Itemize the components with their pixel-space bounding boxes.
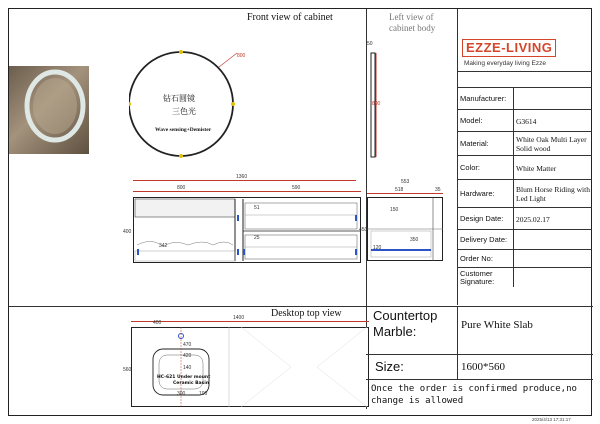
basin-label-1: HC-621 Under mount [157, 375, 211, 380]
spec-row [458, 155, 592, 179]
side-c-dim: 150 [390, 207, 399, 213]
mirror-text-3: Wave sensing+Demister [155, 127, 212, 133]
mirror-text-2: 三色光 [172, 107, 196, 116]
countertop-col-divider [457, 306, 458, 379]
front-left-dim: 800 [177, 185, 186, 191]
side-a-dim: 350 [410, 237, 419, 243]
spec-value: G3614 [516, 116, 537, 126]
countertop-value: Pure White Slab [461, 319, 533, 331]
brand-block [458, 31, 592, 72]
front-a-dim: 51 [254, 205, 260, 211]
spec-col-divider [513, 208, 514, 229]
side-dim-line [367, 193, 443, 194]
side-cabinet-drawing [367, 197, 443, 261]
spec-label: Order No: [460, 254, 493, 263]
side-view-title: Left view of cabinet body [389, 12, 436, 33]
spec-value [516, 89, 590, 109]
top-d-dim: 300 [177, 391, 186, 397]
spec-value: Blum Horse Riding with Led Light [516, 185, 590, 203]
spec-label: Material: [460, 139, 489, 148]
countertop-label: Countertop Marble: [373, 308, 438, 339]
product-photo [9, 66, 89, 154]
side-total-dim: 553 [401, 179, 410, 185]
brand-name: EZZE-LIVING [466, 40, 553, 55]
size-divider [366, 354, 593, 355]
spec-value: White Matter [516, 163, 557, 173]
mirror-side-h-dim: 800 [372, 101, 381, 107]
top-e-dim: 100 [199, 391, 208, 397]
spec-value [516, 251, 590, 267]
spec-col-divider [513, 250, 514, 267]
spec-row [458, 249, 592, 267]
top-view-drawing [131, 327, 369, 407]
spec-label: Delivery Date: [460, 235, 508, 244]
top-width-dim-line [131, 321, 369, 322]
mirror-side-top-dim: 50 [367, 41, 373, 47]
front-split-dim-line [133, 191, 361, 192]
mirror-dia: 800 [237, 53, 246, 59]
size-label: Size: [375, 359, 404, 374]
spec-col-divider [513, 88, 514, 109]
spec-label: Hardware: [460, 189, 495, 198]
top-b-dim: 420 [183, 353, 192, 359]
spec-col-divider [513, 180, 514, 207]
brand-tagline: Making everyday living Ezze [464, 60, 547, 67]
spec-row [458, 207, 592, 229]
note-divider [366, 379, 593, 380]
basin-label [157, 375, 210, 387]
photo-mirror-ring [9, 66, 89, 154]
front-view-title: Front view of cabinet [247, 12, 333, 23]
top-a-dim: 470 [183, 342, 192, 348]
size-value: 1600*560 [461, 361, 505, 373]
spec-col-divider [513, 230, 514, 249]
front-inner-dim: 342 [159, 243, 168, 249]
spec-row [458, 229, 592, 249]
spec-label: Color: [460, 163, 481, 172]
mirror-text-1: 钻石圆镜 [163, 94, 195, 103]
basin-label-2: Ceramic Basin [173, 381, 209, 386]
spec-label: Customer Signature: [460, 269, 495, 286]
spec-label: Manufacturer: [460, 94, 507, 103]
timestamp: 2025/4/13 17:31:17 [532, 417, 571, 422]
front-total-dim: 1360 [236, 174, 248, 180]
order-note: Once the order is confirmed produce,no change is allowed [371, 384, 577, 406]
spec-value: 2025.02.17 [516, 214, 550, 224]
front-cabinet-drawing [133, 197, 361, 263]
spec-col-divider [513, 132, 514, 155]
sheet-divider-h [9, 306, 593, 307]
spec-value [516, 231, 590, 249]
top-c-dim: 140 [183, 365, 192, 371]
spec-col-divider [513, 110, 514, 131]
front-b-dim: 25 [254, 235, 260, 241]
spec-label: Model: [460, 116, 483, 125]
drawing-sheet [8, 8, 592, 416]
spec-row [458, 179, 592, 207]
side-inner-dim: 518 [395, 187, 404, 193]
top-view-title: Desktop top view [271, 308, 342, 319]
spec-label: Design Date: [460, 214, 504, 223]
spec-value [516, 269, 590, 287]
spec-col-divider [513, 268, 514, 287]
spec-row [458, 109, 592, 131]
front-right-dim: 590 [292, 185, 301, 191]
spec-row [458, 267, 592, 287]
brand-logo [462, 39, 556, 57]
side-h-dim: 450 [359, 227, 368, 233]
mirror-drawing [129, 49, 249, 159]
front-h-dim: 400 [123, 229, 132, 235]
spec-value: White Oak Multi Layer Solid wood [516, 135, 587, 153]
front-total-dim-line [133, 180, 356, 181]
side-lip-dim: 35 [435, 187, 441, 193]
top-h-dim: 560 [123, 367, 132, 373]
top-left-dim: 400 [153, 320, 162, 326]
spec-row [458, 131, 592, 155]
top-width-dim: 1400 [233, 315, 245, 321]
spec-col-divider [513, 156, 514, 179]
side-b-dim: 120 [373, 245, 382, 251]
spec-row [458, 87, 592, 109]
